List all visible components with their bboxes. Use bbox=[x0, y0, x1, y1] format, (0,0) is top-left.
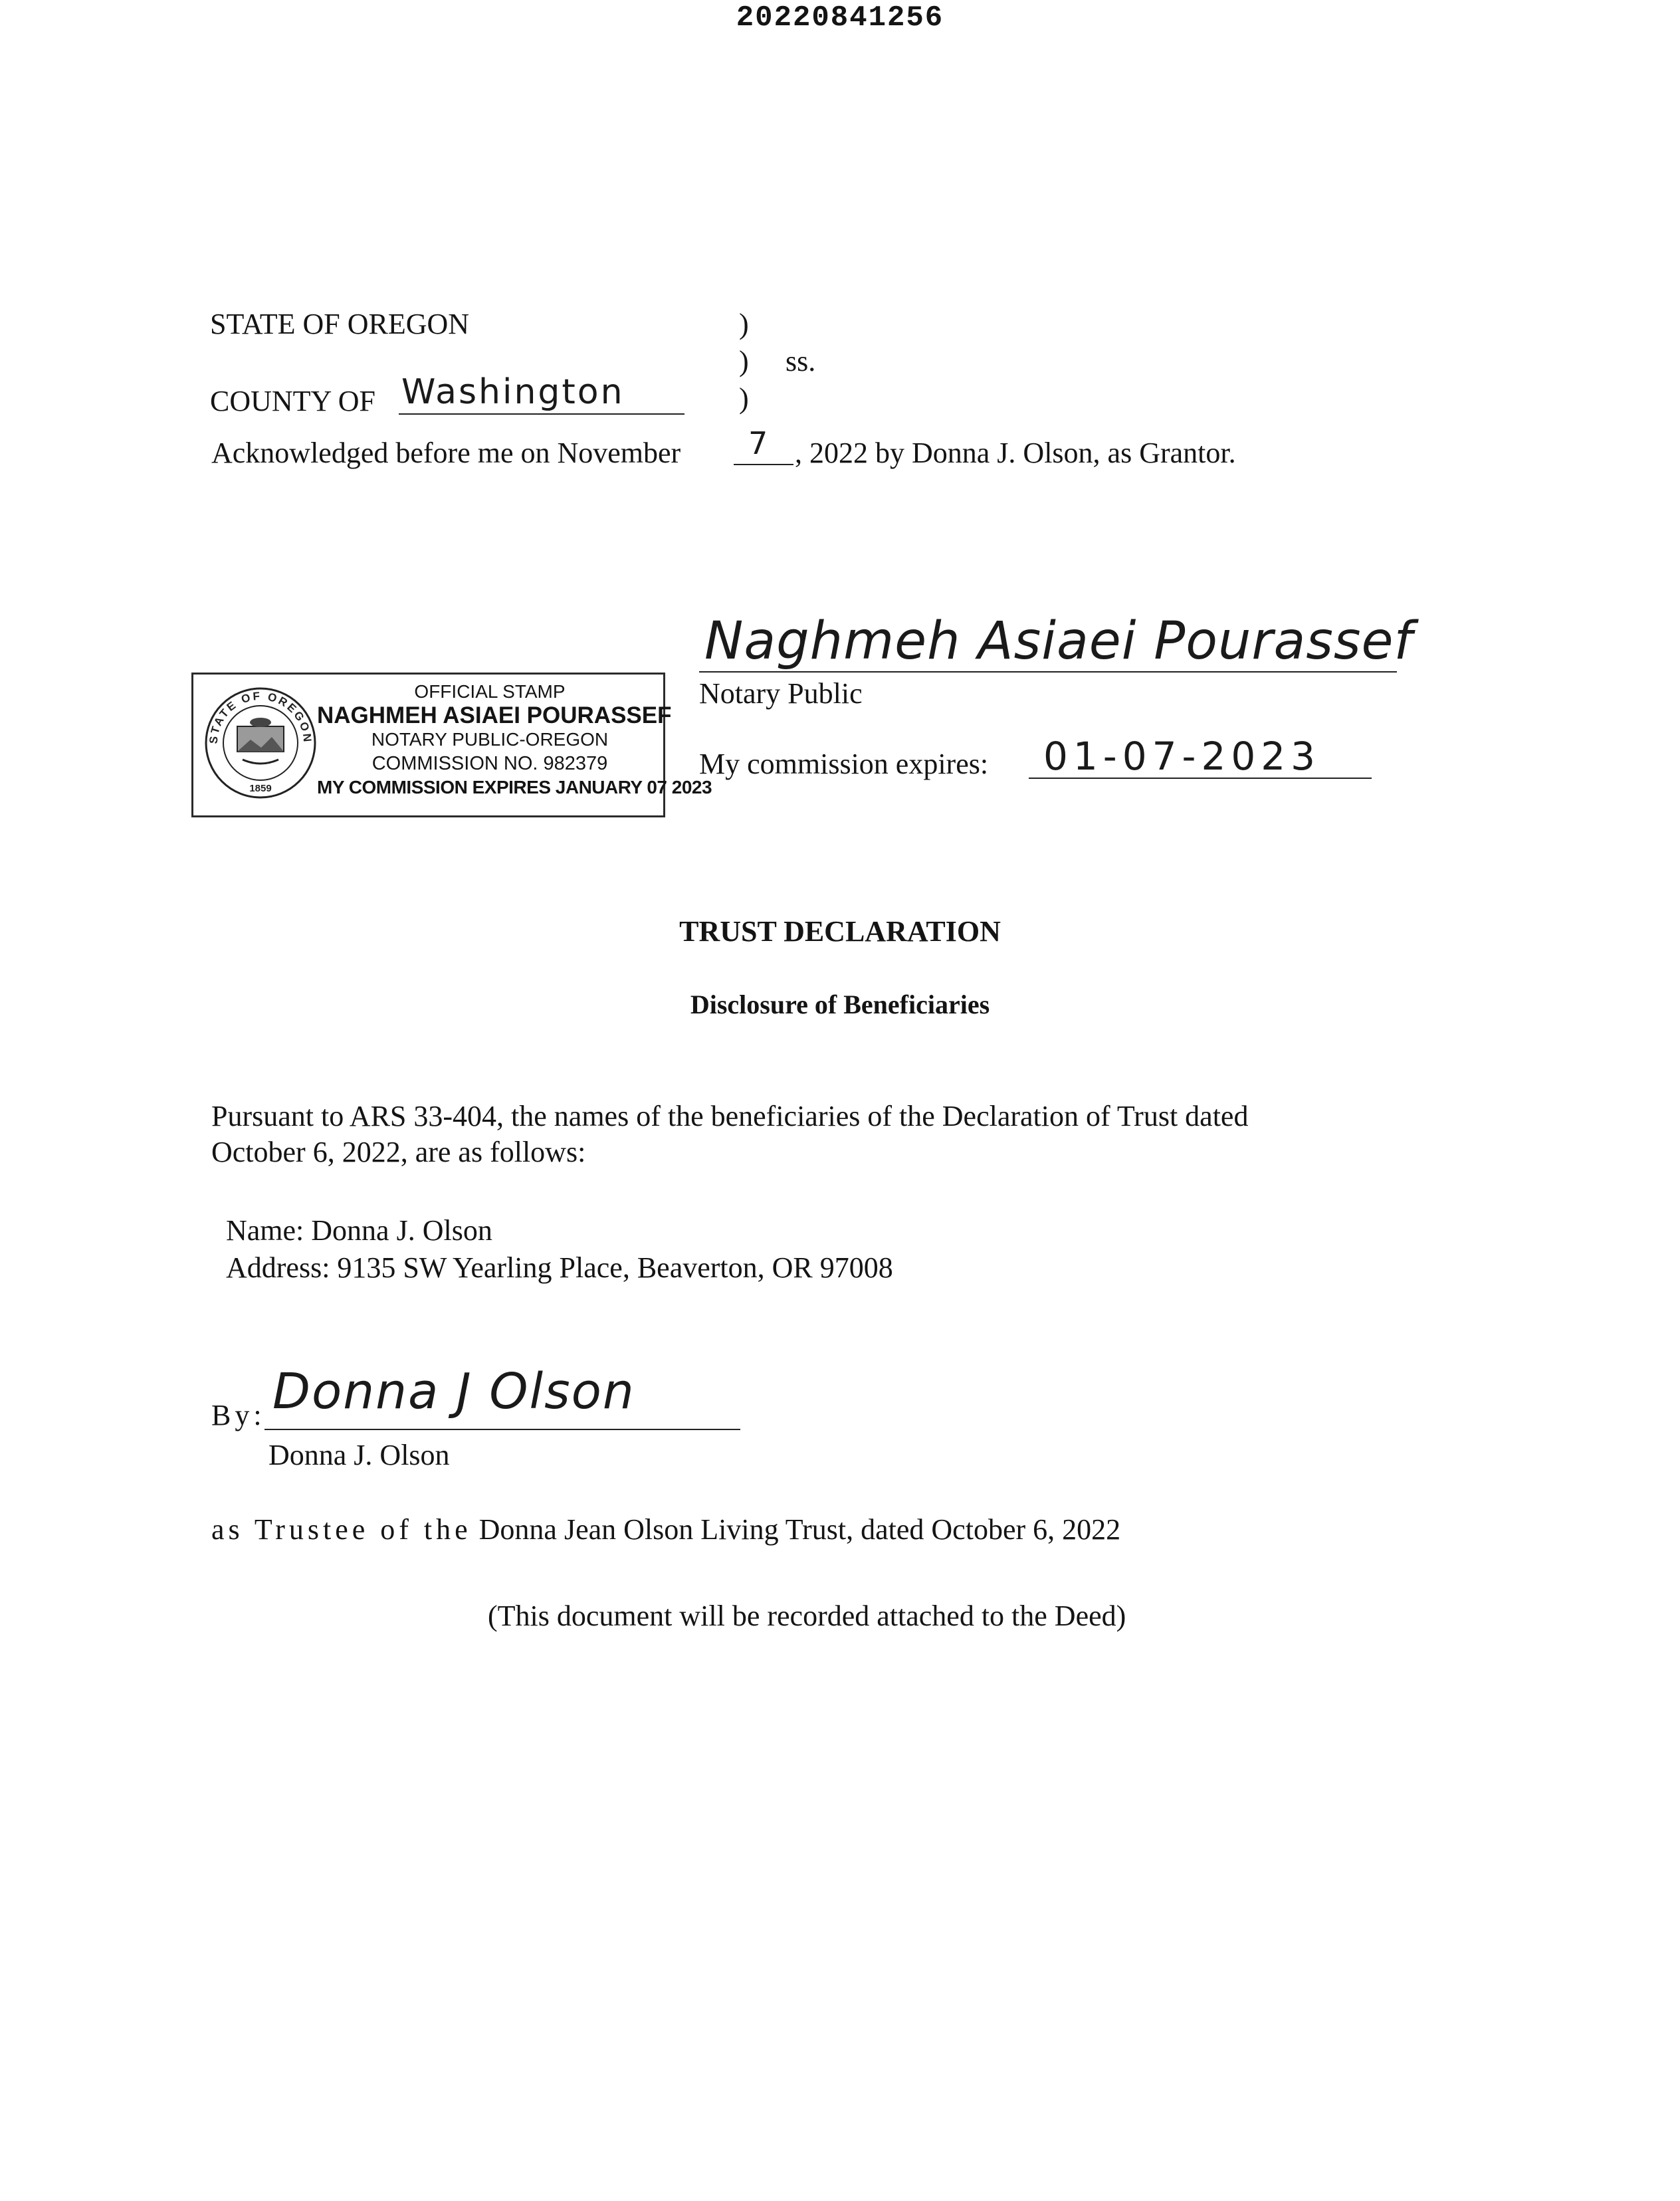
seal-year: 1859 bbox=[249, 783, 272, 794]
stamp-line-1: OFFICIAL STAMP bbox=[414, 681, 566, 702]
document-number: 20220841256 bbox=[736, 1, 944, 35]
ack-day-handwritten: 7 bbox=[748, 425, 770, 461]
by-label: By: bbox=[211, 1399, 266, 1431]
signer-name: Donna J. Olson bbox=[268, 1439, 450, 1471]
beneficiaries-paragraph-line-1: Pursuant to ARS 33-404, the names of the beneficiaries of the Declaration of Trust dated bbox=[211, 1100, 1249, 1132]
stamp-line-3: NOTARY PUBLIC-OREGON bbox=[371, 729, 609, 750]
trustee-signature: Donna J Olson bbox=[272, 1363, 635, 1420]
stamp-notary-name: NAGHMEH ASIAEI POURASSEF bbox=[317, 702, 672, 728]
county-handwritten: Washington bbox=[401, 372, 625, 412]
beneficiaries-paragraph-line-2: October 6, 2022, are as follows: bbox=[211, 1136, 586, 1168]
commission-label: My commission expires: bbox=[699, 748, 989, 780]
ack-suffix: , 2022 by Donna J. Olson, as Grantor. bbox=[795, 437, 1236, 469]
trust-declaration-subtitle: Disclosure of Beneficiaries bbox=[690, 990, 990, 1019]
stamp-expiration: MY COMMISSION EXPIRES JANUARY 07 2023 bbox=[317, 777, 712, 797]
beneficiary-address: Address: 9135 SW Yearling Place, Beaverton, OR 97008 bbox=[226, 1251, 893, 1284]
oregon-seal-icon bbox=[203, 685, 318, 801]
state-line: STATE OF OREGON bbox=[210, 308, 470, 340]
notary-signature-line bbox=[699, 671, 1397, 673]
venue-paren-3: ) bbox=[739, 382, 749, 415]
venue-paren-1: ) bbox=[739, 308, 749, 340]
seal-text: STATE OF OREGON bbox=[207, 689, 314, 744]
trustee-prefix: as Trustee of the bbox=[211, 1513, 472, 1546]
stamp-commission-no: COMMISSION NO. 982379 bbox=[371, 753, 608, 774]
trustee-rest: Donna Jean Olson Living Trust, dated October 6, 2022 bbox=[478, 1513, 1121, 1546]
trustee-signature-line bbox=[264, 1429, 740, 1430]
venue-paren-2: ) bbox=[739, 345, 749, 377]
commission-date-handwritten: 01-07-2023 bbox=[1043, 734, 1321, 779]
county-label: COUNTY OF bbox=[210, 385, 375, 417]
notary-title: Notary Public bbox=[699, 677, 863, 710]
commission-date-underline bbox=[1029, 778, 1372, 779]
beneficiary-name: Name: Donna J. Olson bbox=[226, 1214, 492, 1247]
notary-signature: Naghmeh Asiaei Pourassef bbox=[704, 611, 1413, 671]
official-notary-stamp bbox=[191, 673, 712, 817]
ack-day-underline bbox=[734, 464, 793, 465]
trust-declaration-title: TRUST DECLARATION bbox=[679, 915, 1001, 948]
ack-prefix: Acknowledged before me on November bbox=[211, 437, 681, 469]
recording-footnote: (This document will be recorded attached to the Deed) bbox=[488, 1600, 1126, 1632]
ss-label: ss. bbox=[786, 345, 816, 377]
county-underline bbox=[399, 413, 684, 415]
